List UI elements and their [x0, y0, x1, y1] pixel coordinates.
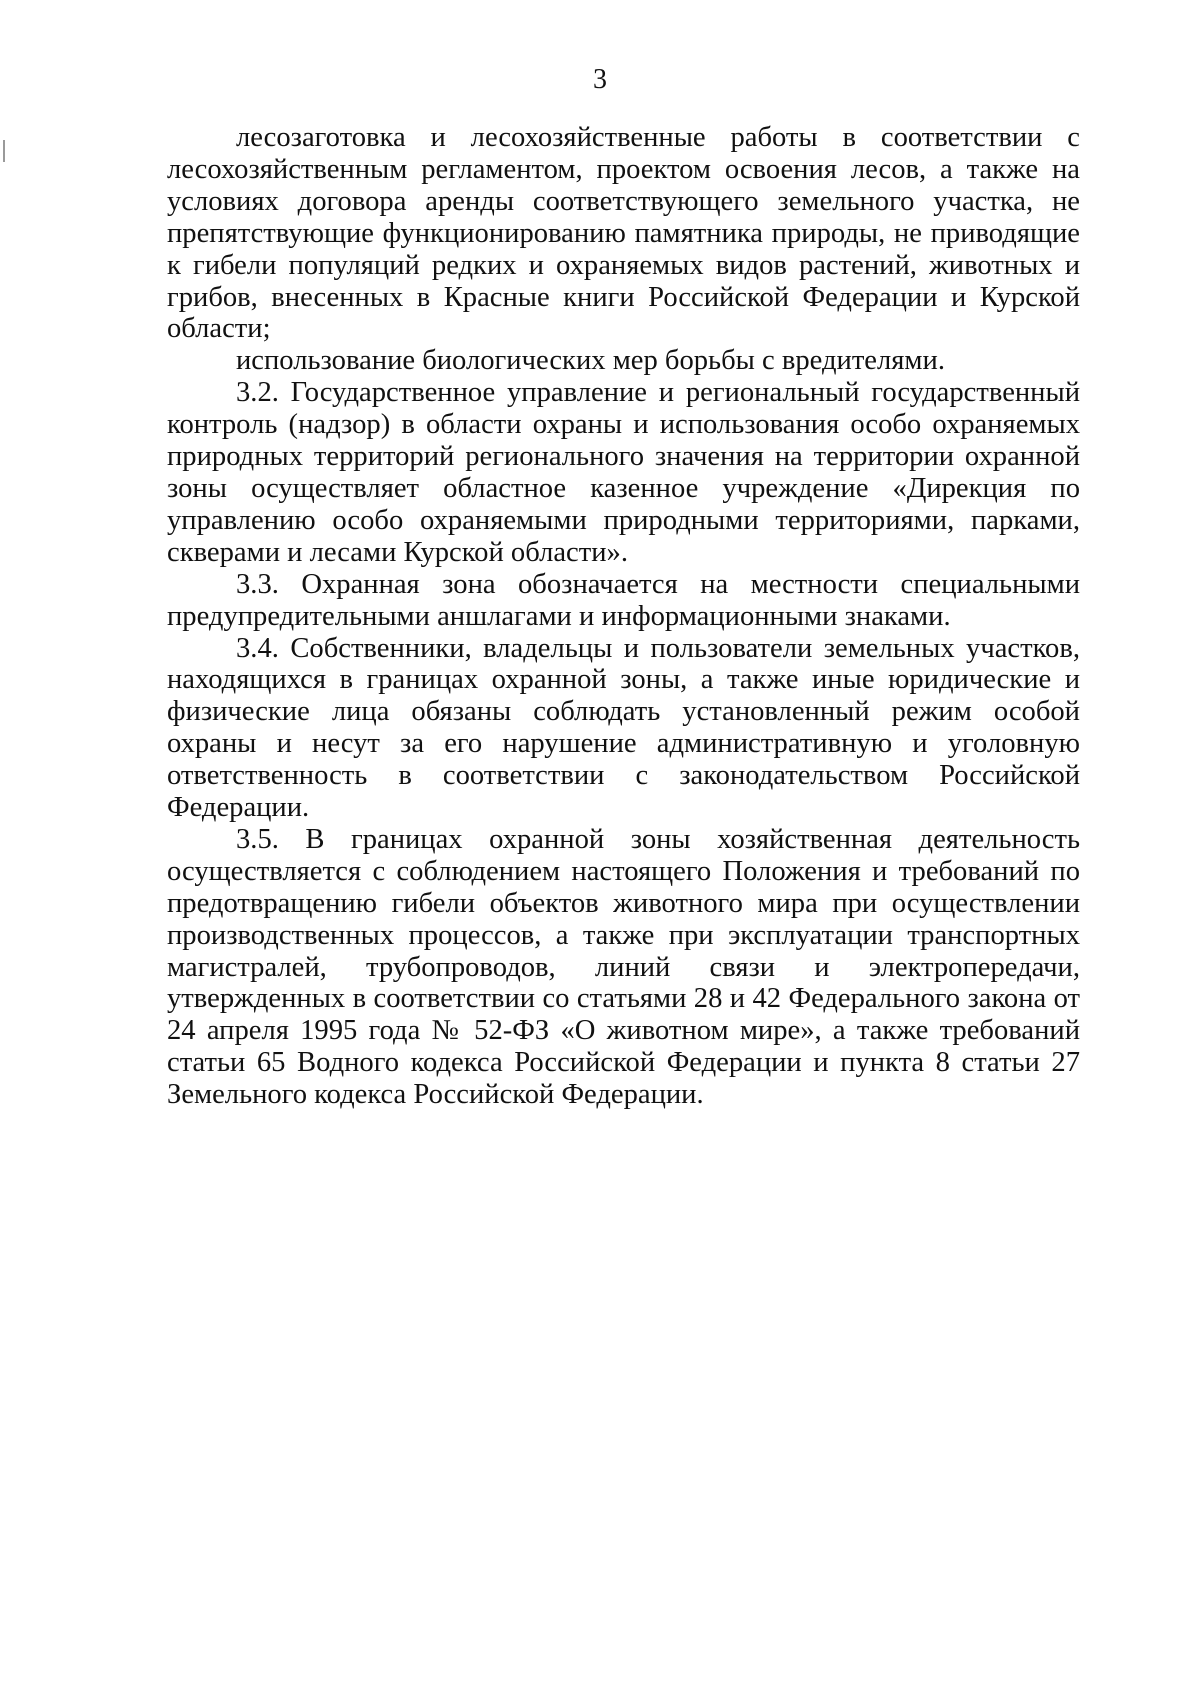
paragraph-biological-control: использование биологических мер борьбы с вредителями. [236, 345, 945, 377]
paragraph-3-4: 3.4. Собственники, владельцы и пользователи земельных участков, находящихся в границах охранной зоны, а также иные юридические и физические лица обязаны соблюдать установленный режим особой охраны и несут за его нарушение административную и уголовную ответственность в соответствии с законодательством Российской Федерации. [167, 632, 1080, 824]
paragraph-3-2: 3.2. Государственное управление и региональный государственный контроль (надзор) в области охраны и использования особо охраняемых природных территорий регионального значения на территории охранной зоны осуществляет областное казенное учреждение «Дирекция по управлению особо охраняемыми природными территориями, парками, скверами и лесами Курской области». [167, 377, 1080, 568]
paragraph-3-3: 3.3. Охранная зона обозначается на местности специальными предупредительными аншлагами и информационными знаками. [167, 568, 1080, 632]
paragraph-logging-clause: лесозаготовка и лесохозяйственные работы в соответствии с лесохозяйственным регламентом, проектом освоения лесов, а также на условиях договора аренды соответствующего земельного участка, не препятствующие функционированию памятника природы, не приводящие к гибели популяций редких и охраняемых видов растений, животных и грибов, внесенных в Красные книги Российской Федерации и Курской области; [167, 122, 1080, 345]
document-body [167, 122, 1080, 1111]
paragraph-3-5: 3.5. В границах охранной зоны хозяйственная деятельность осуществляется с соблюдением настоящего Положения и требований по предотвращению гибели объектов животного мира при осуществлении производственных процессов, а также при эксплуатации транспортных магистралей, трубопроводов, линий связи и электропередачи, утвержденных в соответствии со статьями 28 и 42 Федерального закона от 24 апреля 1995 года № 52-ФЗ «О животном мире», а также требований статьи 65 Водного кодекса Российской Федерации и пункта 8 статьи 27 Земельного кодекса Российской Федерации. [167, 823, 1080, 1111]
scan-edge-mark [3, 140, 5, 162]
page-number: 3 [593, 64, 607, 95]
